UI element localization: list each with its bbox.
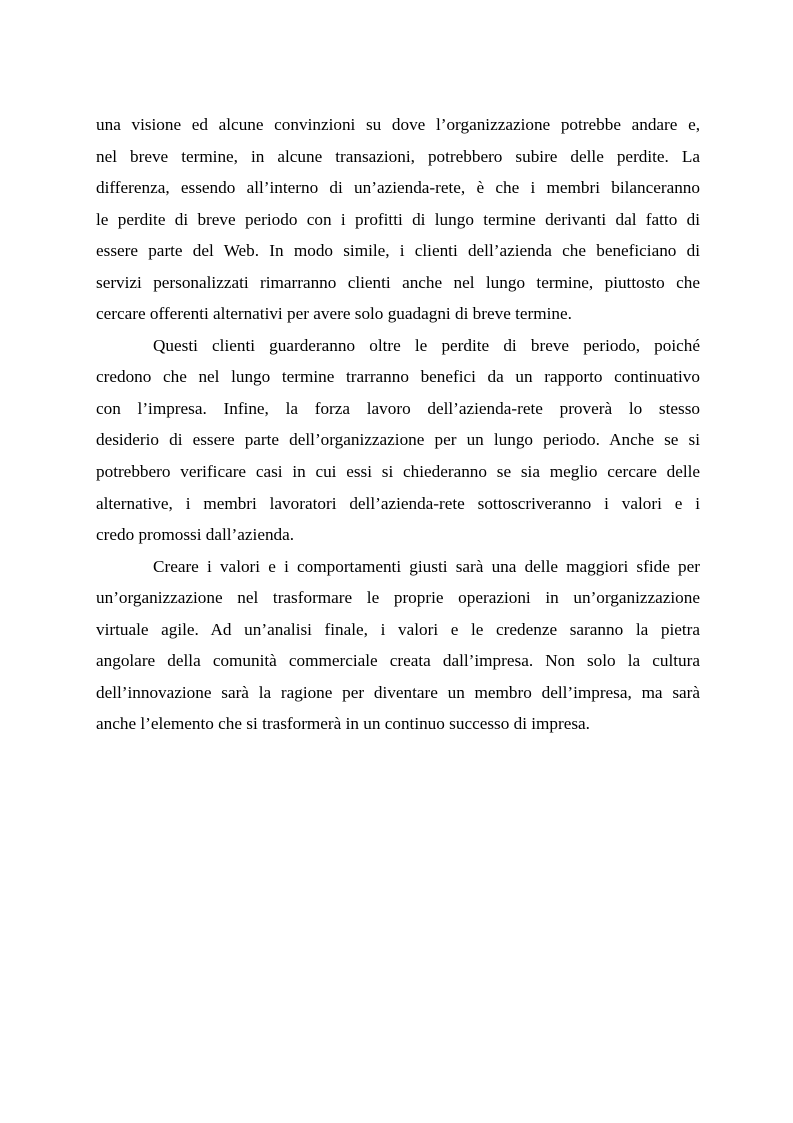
paragraph-line: virtuale agile. Ad un’analisi finale, i valori e le credenze saranno la pietra — [96, 619, 700, 639]
paragraph-line: anche l’elemento che si trasformerà in un continuo successo di impresa. — [96, 714, 590, 734]
paragraph-2 — [96, 330, 700, 551]
paragraph-line: nel breve termine, in alcune transazioni, potrebbero subire delle perdite. La — [96, 146, 700, 166]
paragraph-line: dell’innovazione sarà la ragione per diventare un membro dell’impresa, ma sarà — [96, 682, 700, 702]
paragraph-line: credo promossi dall’azienda. — [96, 525, 295, 545]
paragraph-line: Creare i valori e i comportamenti giusti sarà una delle maggiori sfide per — [153, 556, 700, 576]
paragraph-line: desiderio di essere parte dell’organizzazione per un lungo periodo. Anche se si — [96, 430, 700, 450]
body-text — [96, 109, 700, 740]
paragraph-3 — [96, 551, 700, 740]
paragraph-line: potrebbero verificare casi in cui essi si chiederanno se sia meglio cercare delle — [96, 462, 700, 482]
paragraph-line: una visione ed alcune convinzioni su dove l’organizzazione potrebbe andare e, — [96, 115, 700, 134]
paragraph-line: essere parte del Web. In modo simile, i clienti dell’azienda che beneficiano di — [96, 241, 700, 261]
paragraph-line: alternative, i membri lavoratori dell’azienda-rete sottoscriveranno i valori e i — [96, 493, 700, 513]
paragraph-line: Questi clienti guarderanno oltre le perdite di breve periodo, poiché — [153, 335, 700, 355]
paragraph-line: un’organizzazione nel trasformare le proprie operazioni in un’organizzazione — [96, 588, 700, 608]
paragraph-line: credono che nel lungo termine trarranno benefici da un rapporto continuativo — [96, 367, 700, 387]
paragraph-line: le perdite di breve periodo con i profitti di lungo termine derivanti dal fatto di — [96, 209, 700, 229]
paragraph-1 — [96, 109, 700, 330]
paragraph-line: angolare della comunità commerciale creata dall’impresa. Non solo la cultura — [96, 651, 700, 671]
paragraph-line: servizi personalizzati rimarranno clienti anche nel lungo termine, piuttosto che — [96, 272, 700, 292]
paragraph-line: differenza, essendo all’interno di un’azienda-rete, è che i membri bilanceranno — [96, 178, 700, 198]
paragraph-line: con l’impresa. Infine, la forza lavoro dell’azienda-rete proverà lo stesso — [96, 398, 700, 418]
paragraph-line: cercare offerenti alternativi per avere solo guadagni di breve termine. — [96, 304, 572, 324]
